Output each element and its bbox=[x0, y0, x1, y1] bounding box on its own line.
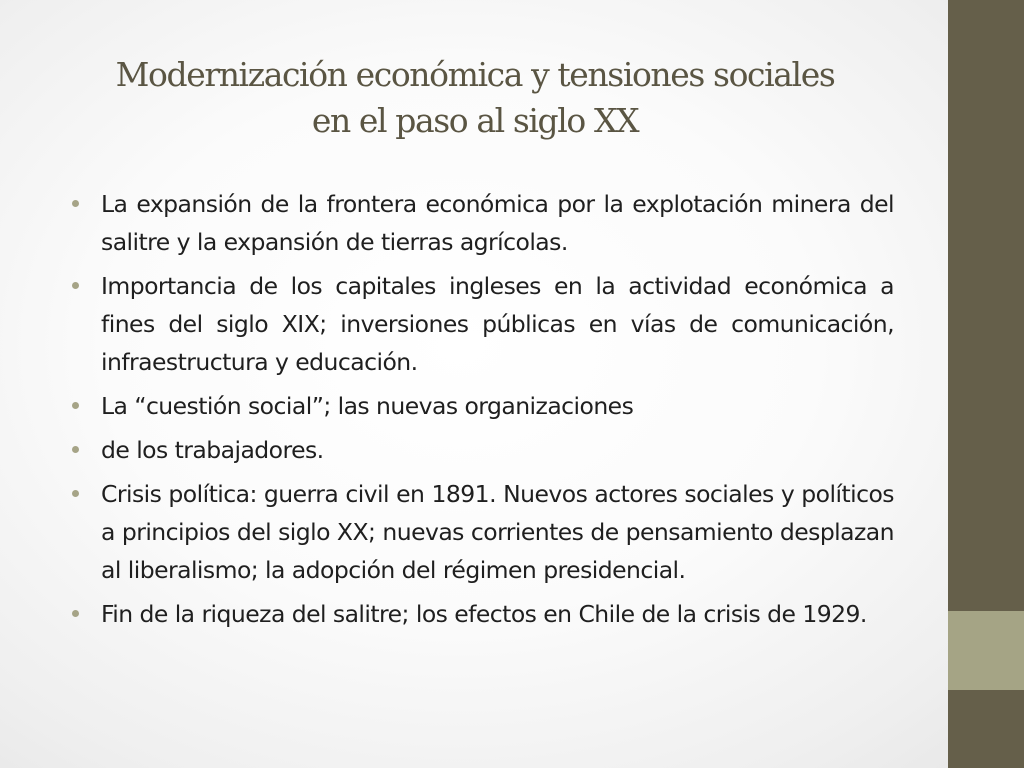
bullet-item bbox=[72, 475, 894, 589]
sidebar-decor-top bbox=[948, 0, 1024, 611]
bullet-text: La expansión de la frontera económica por la explotación minera del salitre y la expansión de tierras agrícolas. bbox=[101, 190, 894, 256]
bullet-list bbox=[72, 185, 894, 639]
bullet-text: Fin de la riqueza del salitre; los efectos en Chile de la crisis de 1929. bbox=[101, 600, 867, 628]
bullet-marker-icon bbox=[72, 402, 79, 409]
slide-title bbox=[60, 52, 890, 144]
bullet-text: La “cuestión social”; las nuevas organizaciones bbox=[101, 392, 634, 420]
bullet-marker-icon bbox=[72, 200, 79, 207]
bullet-item bbox=[72, 387, 894, 425]
bullet-item bbox=[72, 185, 894, 261]
slide-title-line-1: Modernización económica y tensiones sociales bbox=[115, 55, 835, 94]
bullet-item bbox=[72, 595, 894, 633]
bullet-marker-icon bbox=[72, 610, 79, 617]
bullet-item bbox=[72, 431, 894, 469]
bullet-text: Importancia de los capitales ingleses en la actividad económica a fines del siglo XIX; inversiones públicas en vías de comunicación, infraestructura y educación. bbox=[101, 272, 894, 376]
bullet-marker-icon bbox=[72, 282, 79, 289]
bullet-marker-icon bbox=[72, 490, 79, 497]
sidebar-decor-accent bbox=[948, 611, 1024, 690]
bullet-marker-icon bbox=[72, 446, 79, 453]
sidebar-decor-bottom bbox=[948, 690, 1024, 768]
bullet-text: de los trabajadores. bbox=[101, 436, 324, 464]
bullet-text: Crisis política: guerra civil en 1891. Nuevos actores sociales y políticos a principios del siglo XX; nuevas corrientes de pensamiento desplazan al liberalismo; la adopción del régimen presidencial. bbox=[101, 480, 894, 584]
slide-title-line-2: en el paso al siglo XX bbox=[311, 101, 639, 140]
bullet-item bbox=[72, 267, 894, 381]
